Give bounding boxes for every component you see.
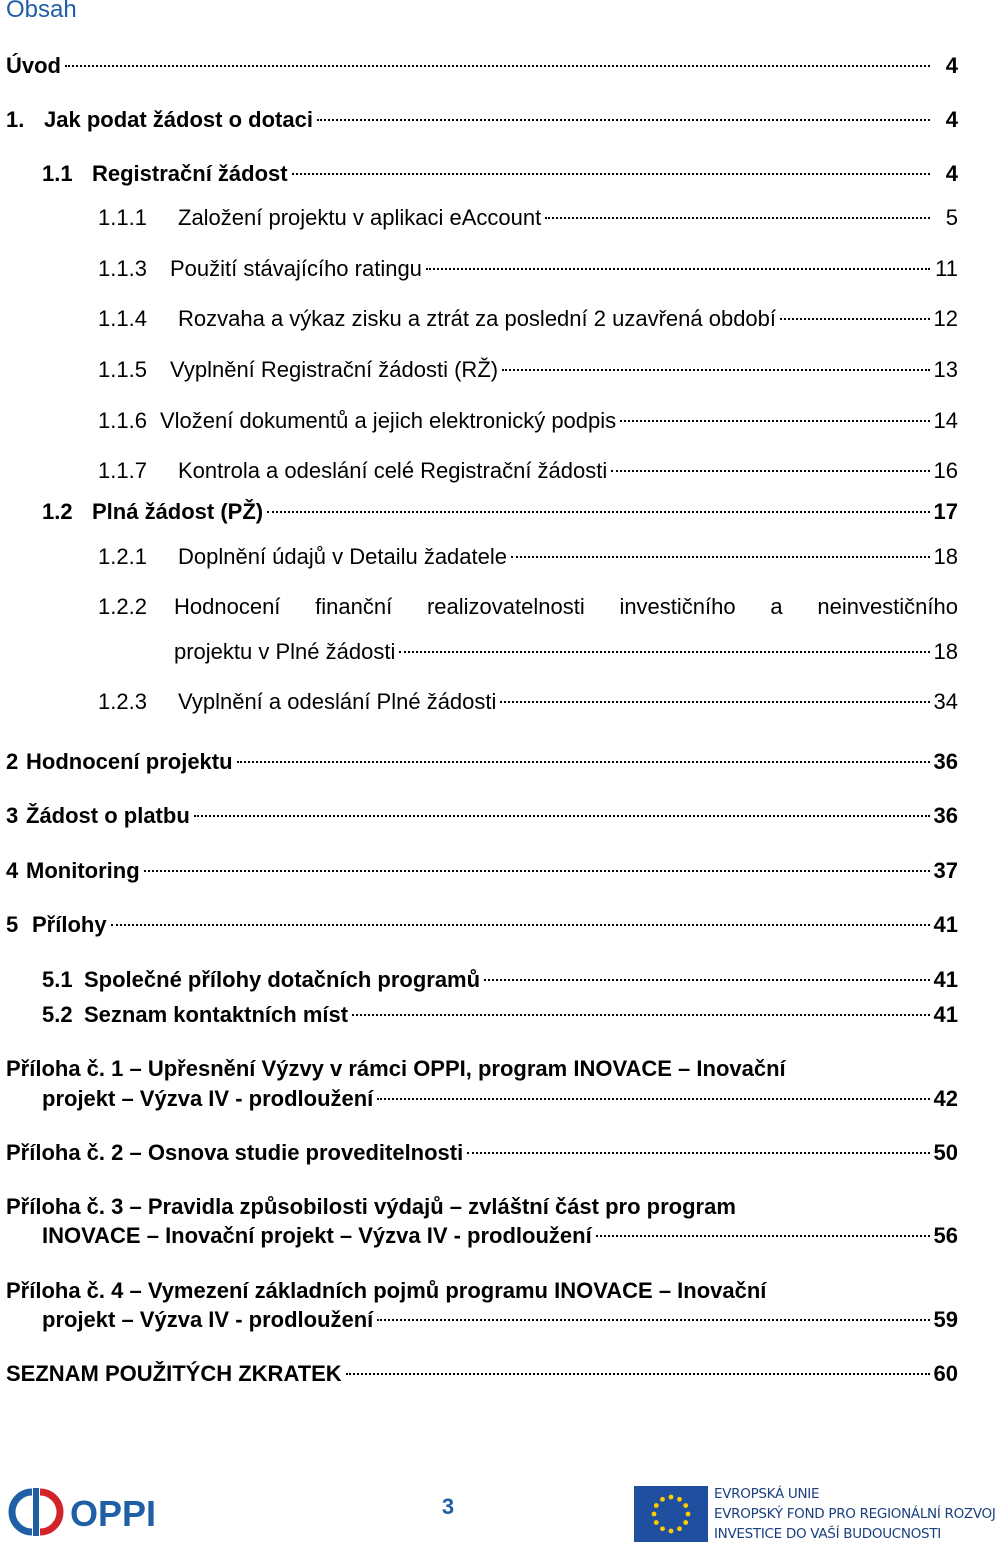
toc-entry-page: 34: [933, 689, 958, 714]
oppi-emblem-icon: [12, 1488, 60, 1536]
toc-entry-title: INOVACE – Inovační projekt – Výzva IV - prodloužení: [42, 1223, 592, 1248]
toc-entry-title-line1: Příloha č. 3 – Pravidla způsobilosti výdajů – zvláštní část pro program: [6, 1194, 736, 1219]
eu-star: [677, 1497, 682, 1502]
toc-entry-title: Jak podat žádost o dotaci: [44, 107, 313, 132]
toc-entry-number: 1.2: [42, 499, 73, 524]
toc-entry-title: Hodnocení projektu: [26, 749, 233, 774]
toc-entry-page: 14: [933, 408, 958, 433]
toc-entry-number: 3: [6, 803, 19, 828]
dot-leader: [780, 318, 930, 320]
toc-entry-title: Rozvaha a výkaz zisku a ztrát za poslední 2 uzavřená období: [178, 306, 777, 331]
toc-entry-page: 41: [933, 1002, 958, 1027]
toc-entry-page: 5: [945, 205, 958, 230]
toc-entry-title: Společné přílohy dotačních programů: [84, 967, 481, 992]
toc-entry-title: Kontrola a odeslání celé Registrační žádosti: [178, 458, 608, 483]
eu-star: [660, 1497, 665, 1502]
oppi-logo: [10, 1484, 170, 1540]
toc-entry-page: 41: [933, 967, 958, 992]
dot-leader: [500, 701, 929, 703]
dot-leader: [352, 1014, 929, 1016]
toc-entry-title-line1: Příloha č. 4 – Vymezení základních pojmů programu INOVACE – Inovační: [6, 1278, 767, 1303]
toc-entry-number: 1.2.3: [98, 689, 147, 714]
toc-entry-page: 12: [933, 306, 958, 331]
toc-heading: Obsah: [6, 0, 77, 23]
eu-line-3: INVESTICE DO VAŠÍ BUDOUCNOSTI: [714, 1526, 941, 1542]
toc-entry-title: Plná žádost (PŽ): [92, 499, 264, 524]
eu-line-2: EVROPSKÝ FOND PRO REGIONÁLNÍ ROZVOJ: [714, 1506, 996, 1522]
toc-entry-number: 1.2.2: [98, 594, 147, 619]
toc-entry-title: Žádost o platbu: [26, 803, 190, 828]
dot-leader: [194, 815, 930, 817]
eu-star: [660, 1526, 665, 1531]
toc-entry-page: 56: [933, 1223, 958, 1248]
dot-leader: [545, 217, 930, 219]
toc-entry-title: Příloha č. 2 – Osnova studie proveditelnosti: [6, 1140, 464, 1165]
toc-entry-page: 18: [933, 639, 958, 664]
toc-entry-page: 13: [933, 357, 958, 382]
eu-star: [654, 1520, 659, 1525]
toc-entry-title: Vyplnění Registrační žádosti (RŽ): [170, 357, 499, 382]
dot-leader: [484, 979, 929, 981]
dot-leader: [611, 470, 929, 472]
toc-entry-page: 11: [935, 256, 958, 281]
eu-flag-icon: [634, 1486, 708, 1542]
toc-entry-title: projekt – Výzva IV - prodloužení: [42, 1307, 374, 1332]
dot-leader: [237, 761, 930, 763]
dot-leader: [111, 924, 930, 926]
eu-star: [686, 1512, 691, 1517]
dot-leader: [467, 1152, 929, 1154]
toc-entry-page: 4: [945, 161, 958, 186]
eu-star: [669, 1529, 674, 1534]
dot-leader: [267, 511, 929, 513]
toc-entry-page: 17: [933, 499, 958, 524]
toc-entry-title: Úvod: [6, 53, 61, 78]
toc-entry-page: 4: [945, 53, 958, 78]
toc-entry-page: 18: [933, 544, 958, 569]
toc-entry-title: Založení projektu v aplikaci eAccount: [178, 205, 542, 230]
toc-entry-page: 59: [933, 1307, 958, 1332]
toc-entry-page: 50: [933, 1140, 958, 1165]
dot-leader: [144, 870, 930, 872]
eu-star: [654, 1503, 659, 1508]
toc-entry-number: 1.1.5: [98, 357, 147, 382]
dot-leader: [346, 1373, 930, 1375]
toc-entry-page: 41: [933, 912, 958, 937]
eu-star: [677, 1526, 682, 1531]
dot-leader: [620, 420, 929, 422]
toc-entry-page: 16: [933, 458, 958, 483]
toc-entry-number: 5: [6, 912, 19, 937]
toc-entry-page: 36: [933, 749, 958, 774]
dot-leader: [502, 369, 929, 371]
toc-entry-title-line1: Hodnocení finanční realizovatelnosti investičního a neinvestičního: [174, 594, 958, 619]
toc-entry-title: Registrační žádost: [92, 161, 288, 186]
toc-entry-number: 5.2: [42, 1002, 73, 1027]
dot-leader: [596, 1235, 930, 1237]
toc-entry-title: Vložení dokumentů a jejich elektronický podpis: [160, 408, 617, 433]
toc-entry-page: 37: [933, 858, 958, 883]
toc-entry-number: 1.1.4: [98, 306, 147, 331]
toc-entry-title: Použití stávajícího ratingu: [170, 256, 422, 281]
toc-entry-number: 5.1: [42, 967, 73, 992]
eu-star: [683, 1520, 688, 1525]
toc-entry-number: 1.1.3: [98, 256, 147, 281]
toc-entry-title: SEZNAM POUŽITÝCH ZKRATEK: [6, 1361, 342, 1386]
dot-leader: [292, 173, 930, 175]
dot-leader: [511, 556, 930, 558]
toc-entry-title: projektu v Plné žádosti: [174, 639, 396, 664]
eu-star: [652, 1512, 657, 1517]
dot-leader: [65, 65, 930, 67]
eu-funding-text: [714, 1484, 996, 1544]
page-number: 3: [441, 1494, 455, 1519]
toc-entry-page: 36: [933, 803, 958, 828]
toc-entry-number: 1.1.1: [98, 205, 147, 230]
toc-entry-title: Seznam kontaktních míst: [84, 1002, 349, 1027]
toc-entry-title: Přílohy: [32, 912, 107, 937]
toc-entry-title: projekt – Výzva IV - prodloužení: [42, 1086, 374, 1111]
toc-entry-number: 1.2.1: [98, 544, 147, 569]
toc-entry-number: 1.: [6, 107, 25, 132]
toc-entry-page: 4: [945, 107, 958, 132]
toc-entry-title: Doplnění údajů v Detailu žadatele: [178, 544, 508, 569]
eu-star: [669, 1495, 674, 1500]
dot-leader: [317, 119, 930, 121]
page-footer: [0, 1470, 996, 1548]
toc-entry-title: Vyplnění a odeslání Plné žádosti: [178, 689, 497, 714]
toc-entry-number: 4: [6, 858, 19, 883]
toc-entry-number: 1.1.6: [98, 408, 147, 433]
eu-star: [683, 1503, 688, 1508]
toc-entry-number: 1.1: [42, 161, 73, 186]
dot-leader: [399, 651, 929, 653]
dot-leader: [426, 268, 930, 270]
dot-leader: [377, 1098, 929, 1100]
toc-entry-page: 60: [933, 1361, 958, 1386]
toc-entry-page: 42: [933, 1086, 958, 1111]
toc-entry-number: 2: [6, 749, 19, 774]
eu-line-1: EVROPSKÁ UNIE: [714, 1486, 820, 1502]
toc-entry-title: Monitoring: [26, 858, 140, 883]
toc-entry-title-line1: Příloha č. 1 – Upřesnění Výzvy v rámci OPPI, program INOVACE – Inovační: [6, 1056, 786, 1081]
oppi-logo-text: OPPI: [70, 1493, 157, 1534]
dot-leader: [377, 1319, 929, 1321]
toc-entry-number: 1.1.7: [98, 458, 147, 483]
